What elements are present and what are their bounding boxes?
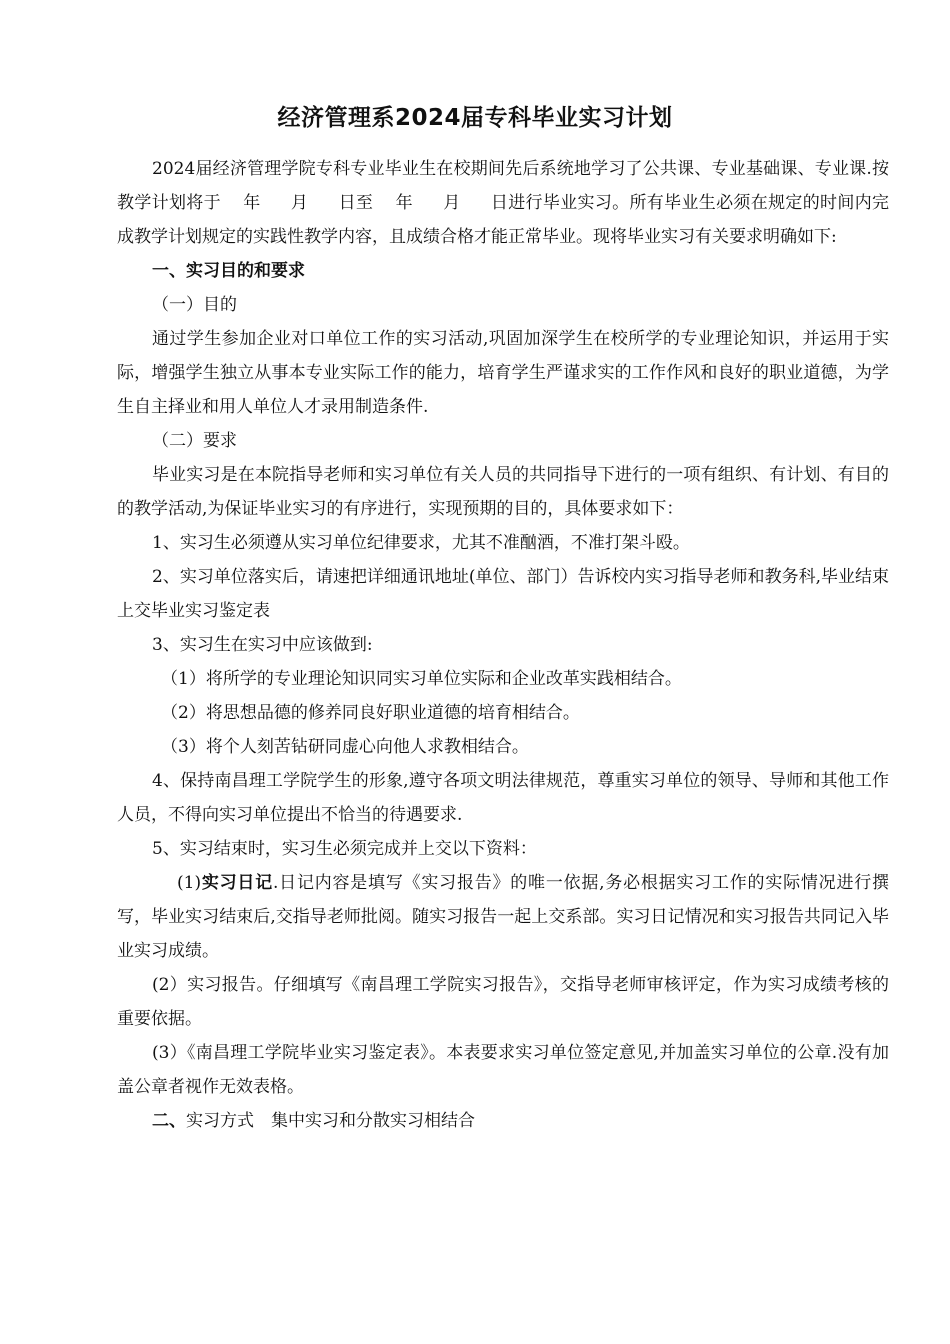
requirement-item-5-2: (2）实习报告。仔细填写《南昌理工学院实习报告》，交指导老师审核评定，作为实习成绩考核的重要依据。 bbox=[117, 975, 889, 1029]
section2-heading bbox=[117, 1104, 889, 1138]
item-5-1-prefix: (1) bbox=[177, 873, 202, 893]
intro-paragraph bbox=[117, 152, 889, 254]
intro-part2: 日进行毕业实习。所有毕业生必须在规定的时间内完成教学计划规定的实践性教学内容，且成绩合格才能正常毕业。现将毕业实习有关要求明确如下: bbox=[117, 193, 890, 247]
sub1-heading: （一）目的 bbox=[152, 295, 237, 315]
requirement-item-3-1: （1）将所学的专业理论知识同实习单位实际和企业改革实践相结合。 bbox=[161, 669, 682, 689]
requirement-item-1: 1、实习生必须遵从实习单位纪律要求，尤其不准酗酒，不准打架斗殴。 bbox=[152, 533, 690, 553]
sub1-text: 通过学生参加企业对口单位工作的实习活动,巩固加深学生在校所学的专业理论知识，并运用于实际，增强学生独立从事本专业实际工作的能力，培育学生严谨求实的工作作风和良好的职业道德，为学生自主择业和用人单位人才录用制造条件. bbox=[117, 329, 889, 417]
intro-to: 日至 bbox=[338, 193, 374, 213]
sub2-heading: （二）要求 bbox=[152, 431, 237, 451]
item-5-1-text: .日记内容是填写《实习报告》的唯一依据,务必根据实习工作的实际情况进行撰写，毕业实习结束后,交指导老师批阅。随实习报告一起上交系部。实习日记情况和实习报告共同记入毕业实习成绩。 bbox=[117, 873, 889, 961]
item-5-1-bold: 实习日记 bbox=[201, 873, 273, 893]
section2-heading-text: 实习方式 集中实习和分散实习相结合 bbox=[186, 1111, 475, 1131]
document-title: 经济管理系2024届专科毕业实习计划 bbox=[277, 105, 673, 131]
section1-heading: 一、实习目的和要求 bbox=[152, 261, 305, 281]
requirement-item-3: 3、实习生在实习中应该做到: bbox=[152, 635, 373, 655]
section2-heading-number: 二、 bbox=[152, 1111, 186, 1131]
requirement-item-4: 4、保持南昌理工学院学生的形象,遵守各项文明法律规范，尊重实习单位的领导、导师和其他工作人员，不得向实习单位提出不恰当的待遇要求. bbox=[117, 771, 889, 825]
requirement-item-3-3: （3）将个人刻苦钻研同虚心向他人求教相结合。 bbox=[161, 737, 529, 757]
requirement-item-5-1 bbox=[117, 866, 889, 968]
document-body bbox=[117, 152, 889, 1138]
requirement-item-2: 2、实习单位落实后，请速把详细通讯地址(单位、部门）告诉校内实习指导老师和教务科,毕业结束上交毕业实习鉴定表 bbox=[117, 567, 889, 621]
requirement-item-3-2: （2）将思想品德的修养同良好职业道德的培育相结合。 bbox=[161, 703, 580, 723]
intro-year2: 年 bbox=[395, 193, 413, 213]
sub2-text: 毕业实习是在本院指导老师和实习单位有关人员的共同指导下进行的一项有组织、有计划、有目的的教学活动,为保证毕业实习的有序进行，实现预期的目的，具体要求如下： bbox=[117, 465, 889, 519]
intro-year1: 年 bbox=[242, 193, 261, 213]
requirement-item-5-3: (3）《南昌理工学院毕业实习鉴定表》。本表要求实习单位签定意见,并加盖实习单位的公章.没有加盖公章者视作无效表格。 bbox=[117, 1043, 889, 1097]
intro-month1: 月 bbox=[290, 193, 309, 213]
intro-month2: 月 bbox=[442, 193, 461, 213]
intro-part1: 2024届经济管理学院专科专业毕业生在校期间先后系统地学习了公共课、专业基础课、专业课.按教学计划将于 bbox=[117, 159, 889, 213]
requirement-item-5: 5、实习结束时，实习生必须完成并上交以下资料： bbox=[152, 839, 537, 859]
